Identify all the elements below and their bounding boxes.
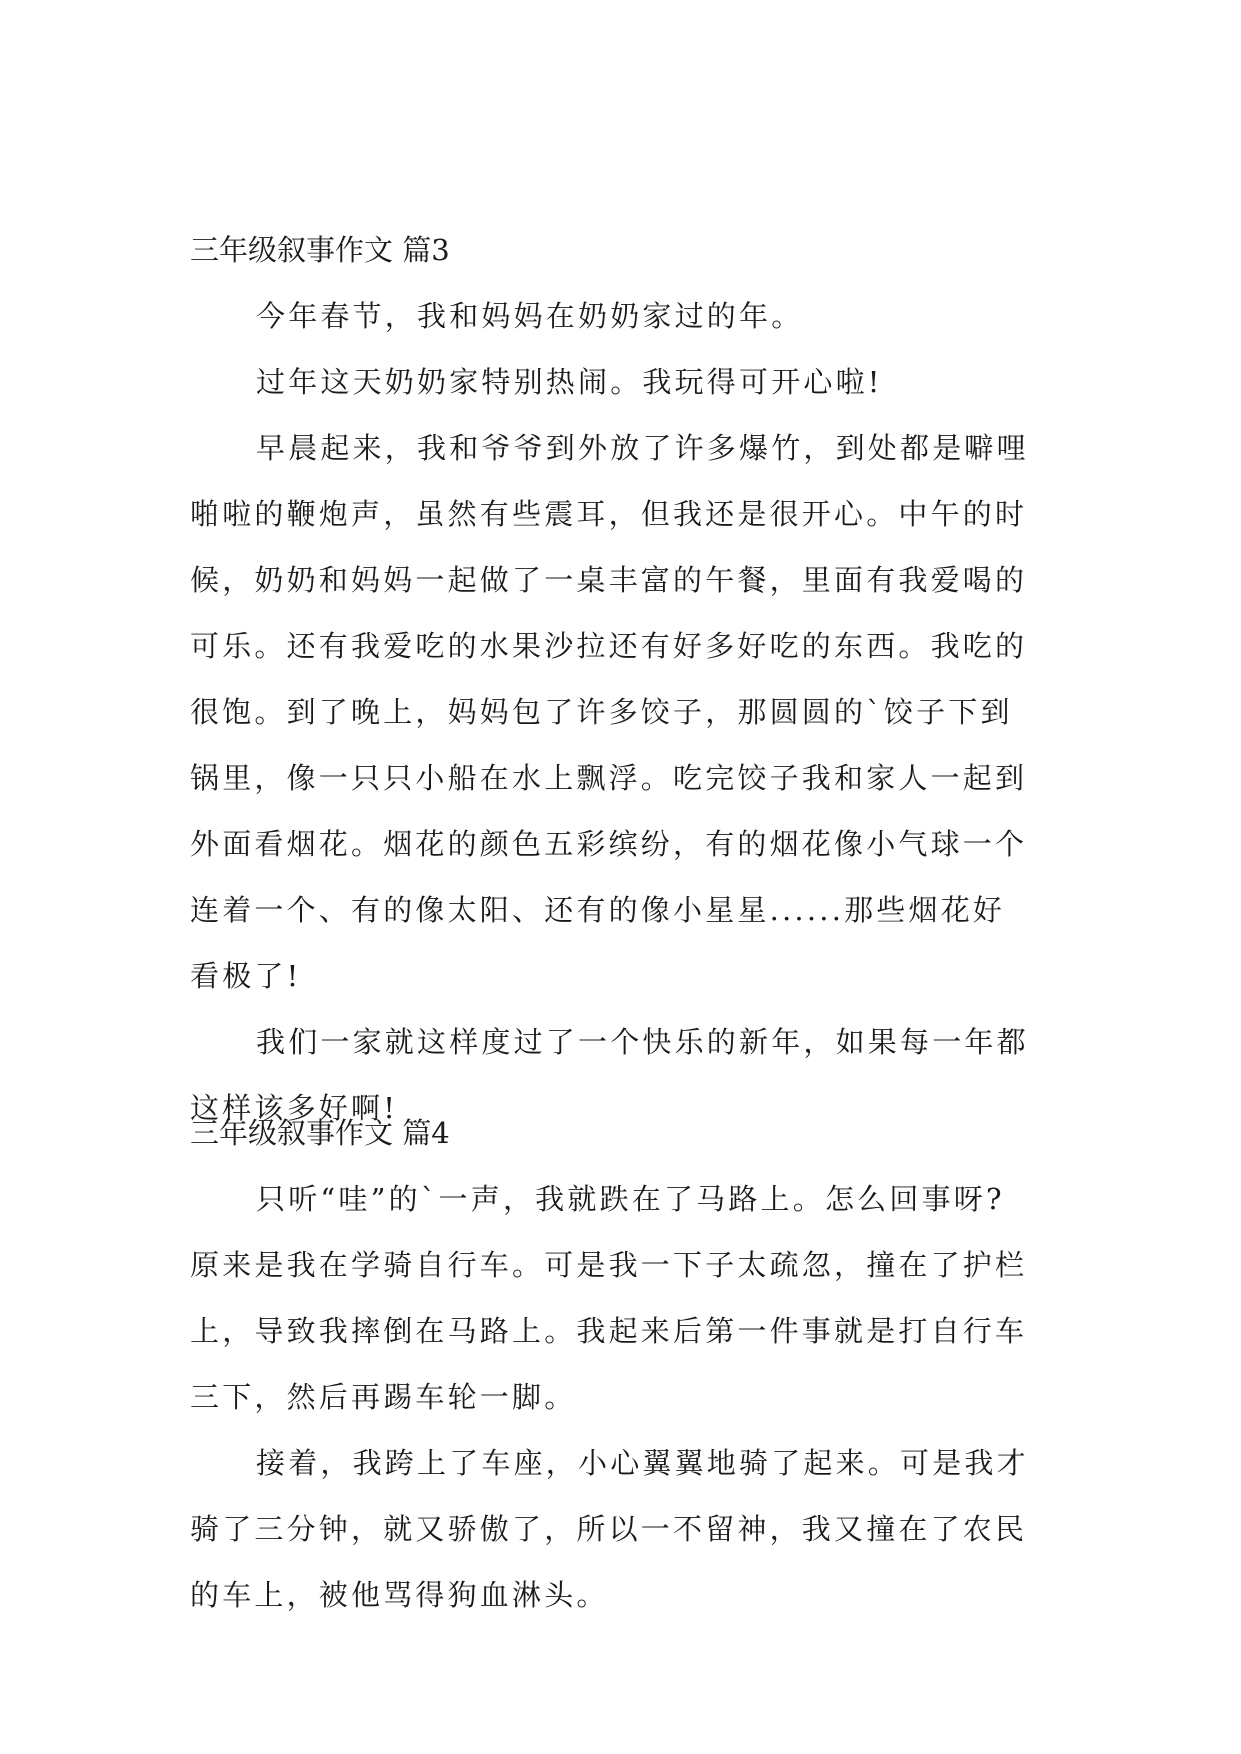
paragraph	[190, 283, 1070, 349]
text-line: 很饱。到了晚上，妈妈包了许多饺子，那圆圆的`饺子下到	[190, 695, 1013, 729]
text-line: 骑了三分钟，就又骄傲了，所以一不留神，我又撞在了农民	[190, 1512, 1028, 1546]
text-line: 锅里，像一只只小船在水上飘浮。吃完饺子我和家人一起到	[190, 761, 1028, 795]
text-line: 候，奶奶和妈妈一起做了一桌丰富的午餐，里面有我爱喝的	[190, 563, 1028, 597]
paragraph	[190, 349, 1070, 415]
text-line: 的车上，被他骂得狗血淋头。	[190, 1578, 609, 1612]
text-line: 我们一家就这样度过了一个快乐的新年，如果每一年都	[256, 1025, 1029, 1059]
text-line: 早晨起来，我和爷爷到外放了许多爆竹，到处都是噼哩	[256, 431, 1029, 465]
text-line: 外面看烟花。烟花的颜色五彩缤纷，有的烟花像小气球一个	[190, 827, 1028, 861]
essay-section-4	[190, 1100, 1070, 1628]
text-line: 接着，我跨上了车座，小心翼翼地骑了起来。可是我才	[256, 1446, 1029, 1480]
paragraph	[190, 1430, 1070, 1628]
text-line: 看极了!	[190, 959, 302, 993]
text-line: 三下，然后再踢车轮一脚。	[190, 1380, 577, 1414]
essay-section-3	[190, 217, 1070, 1141]
paragraph	[190, 1166, 1070, 1430]
section-heading: 三年级叙事作文 篇4	[190, 1116, 450, 1150]
text-line: 今年春节，我和妈妈在奶奶家过的年。	[256, 299, 804, 333]
text-line: 可乐。还有我爱吃的水果沙拉还有好多好吃的东西。我吃的	[190, 629, 1028, 663]
text-line: 只听“哇”的`一声，我就跌在了马路上。怎么回事呀?	[256, 1182, 1005, 1216]
text-line: 啪啦的鞭炮声，虽然有些震耳，但我还是很开心。中午的时	[190, 497, 1028, 531]
section-heading: 三年级叙事作文 篇3	[190, 233, 450, 267]
text-line: 过年这天奶奶家特别热闹。我玩得可开心啦!	[256, 365, 883, 399]
text-line: 这样该多好啊!	[190, 1091, 399, 1125]
text-line: 原来是我在学骑自行车。可是我一下子太疏忽，撞在了护栏	[190, 1248, 1028, 1282]
paragraph	[190, 415, 1070, 1009]
text-line: 连着一个、有的像太阳、还有的像小星星......那些烟花好	[190, 893, 1006, 927]
text-line: 上，导致我摔倒在马路上。我起来后第一件事就是打自行车	[190, 1314, 1028, 1348]
